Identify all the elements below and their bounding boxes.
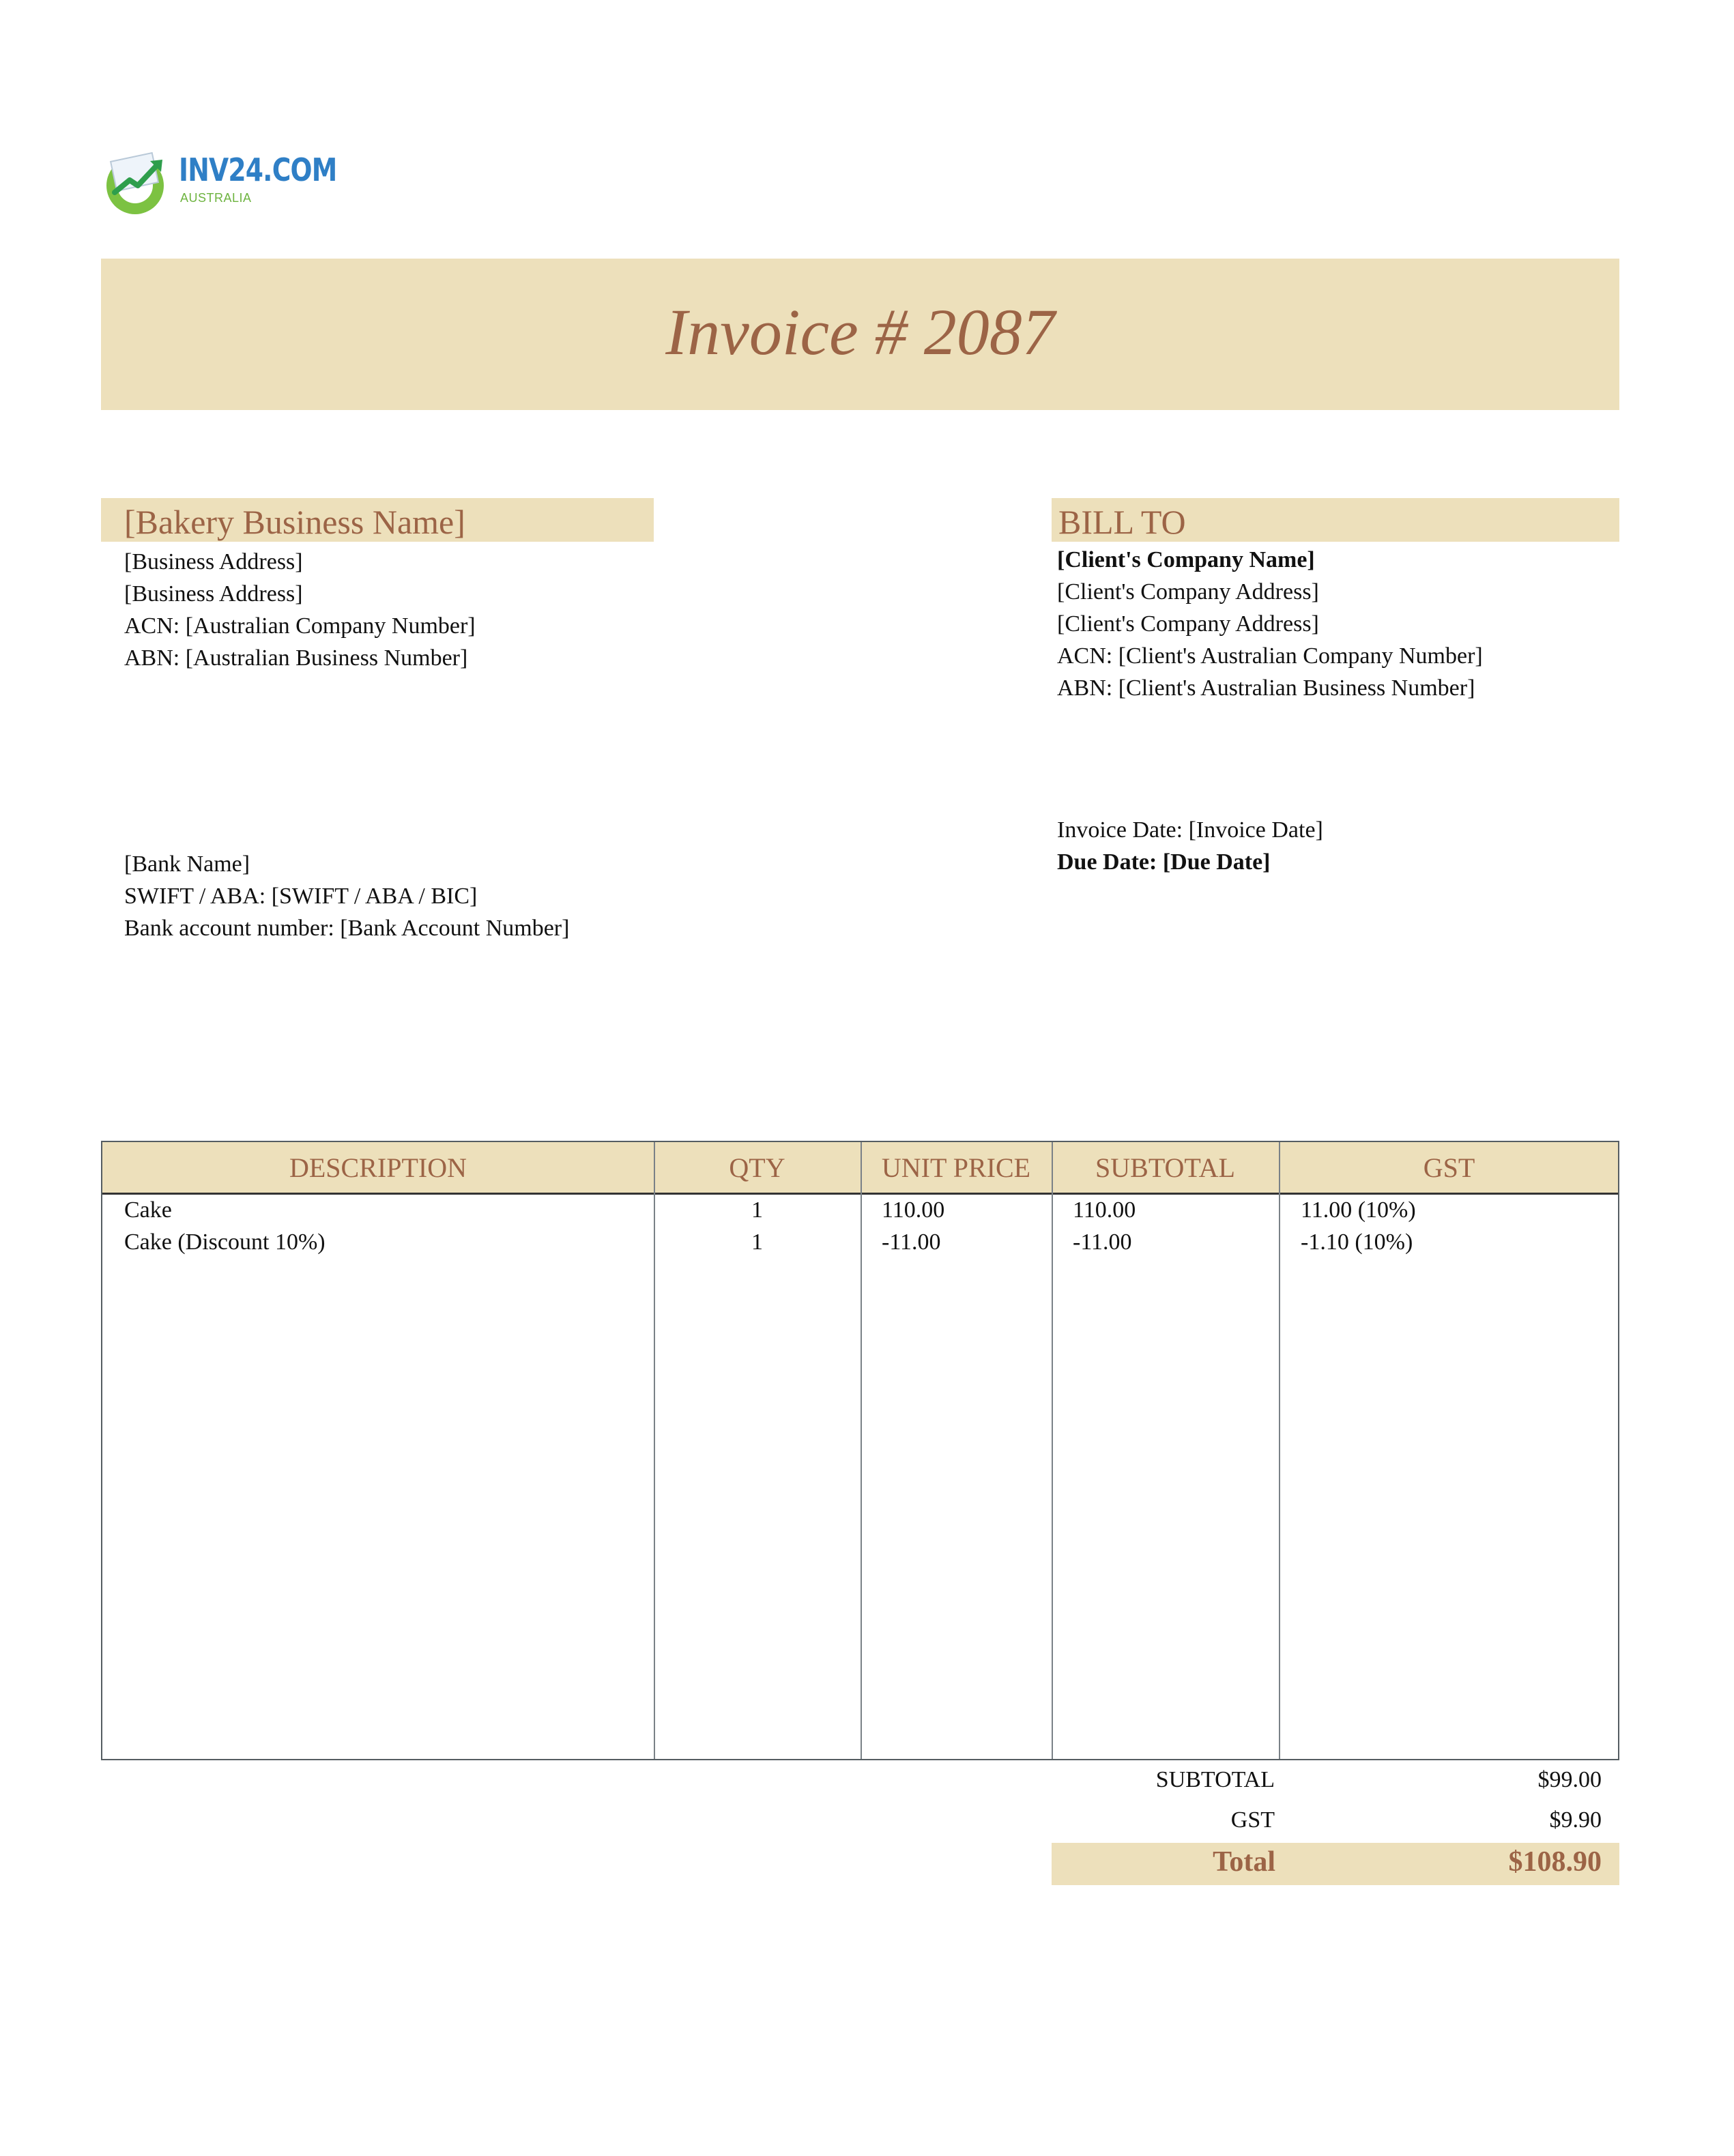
total-band [1052, 1843, 1619, 1885]
bank-details-block [124, 848, 569, 944]
logo-brand-text: INV24.COM [179, 151, 337, 188]
table-cell-description: Cake [124, 1197, 172, 1223]
column-divider [861, 1142, 862, 1759]
gst-value: $9.90 [1549, 1807, 1602, 1833]
seller-address-line: [Business Address] [124, 581, 303, 607]
table-cell-gst: -1.10 (10%) [1301, 1229, 1413, 1255]
title-band [101, 259, 1619, 410]
column-header-qty: QTY [729, 1152, 785, 1183]
items-table [101, 1141, 1619, 1760]
column-header-gst: GST [1423, 1152, 1475, 1183]
column-header-unit-price: UNIT PRICE [881, 1152, 1031, 1183]
due-date: Due Date: [Due Date] [1057, 849, 1271, 875]
table-cell-subtotal: -11.00 [1073, 1229, 1132, 1255]
column-divider [1052, 1142, 1053, 1759]
invoice-title: Invoice # 2087 [665, 295, 1055, 368]
seller-address-block [124, 546, 476, 674]
bill-to-block [1057, 544, 1483, 704]
logo-sub-text: AUSTRALIA [180, 191, 252, 205]
table-cell-description: Cake (Discount 10%) [124, 1229, 326, 1255]
bank-swift: SWIFT / ABA: [SWIFT / ABA / BIC] [124, 884, 478, 909]
subtotal-label: SUBTOTAL [1155, 1767, 1275, 1792]
column-header-description: DESCRIPTION [289, 1152, 467, 1183]
table-cell-unit-price: -11.00 [882, 1229, 941, 1255]
gst-label: GST [1230, 1807, 1275, 1833]
bill-to-header: BILL TO [1052, 498, 1619, 542]
seller-address-line: [Business Address] [124, 549, 303, 574]
seller-name-header: [Bakery Business Name] [101, 498, 654, 542]
bank-name: [Bank Name] [124, 851, 250, 877]
total-value: $108.90 [1508, 1846, 1602, 1878]
bank-account-number: Bank account number: [Bank Account Number] [124, 916, 570, 941]
client-address-line: [Client's Company Address] [1057, 579, 1319, 604]
column-divider [1279, 1142, 1280, 1759]
invoice-date: Invoice Date: [Invoice Date] [1057, 817, 1323, 843]
table-cell-qty: 1 [751, 1229, 763, 1255]
table-cell-unit-price: 110.00 [882, 1197, 945, 1223]
client-company-name: [Client's Company Name] [1057, 547, 1315, 572]
seller-abn: ABN: [Australian Business Number] [124, 645, 468, 671]
logo-icon [102, 143, 177, 218]
table-cell-subtotal: 110.00 [1073, 1197, 1136, 1223]
subtotal-value: $99.00 [1537, 1767, 1602, 1792]
client-abn: ABN: [Client's Australian Business Number] [1057, 675, 1475, 701]
dates-block [1057, 814, 1323, 878]
table-cell-gst: 11.00 (10%) [1301, 1197, 1416, 1223]
seller-acn: ACN: [Australian Company Number] [124, 613, 476, 639]
column-header-subtotal: SUBTOTAL [1095, 1152, 1235, 1183]
total-label: Total [1213, 1846, 1275, 1878]
client-acn: ACN: [Client's Australian Company Number] [1057, 643, 1483, 669]
client-address-line: [Client's Company Address] [1057, 611, 1319, 637]
company-logo [102, 143, 337, 218]
table-cell-qty: 1 [751, 1197, 763, 1223]
